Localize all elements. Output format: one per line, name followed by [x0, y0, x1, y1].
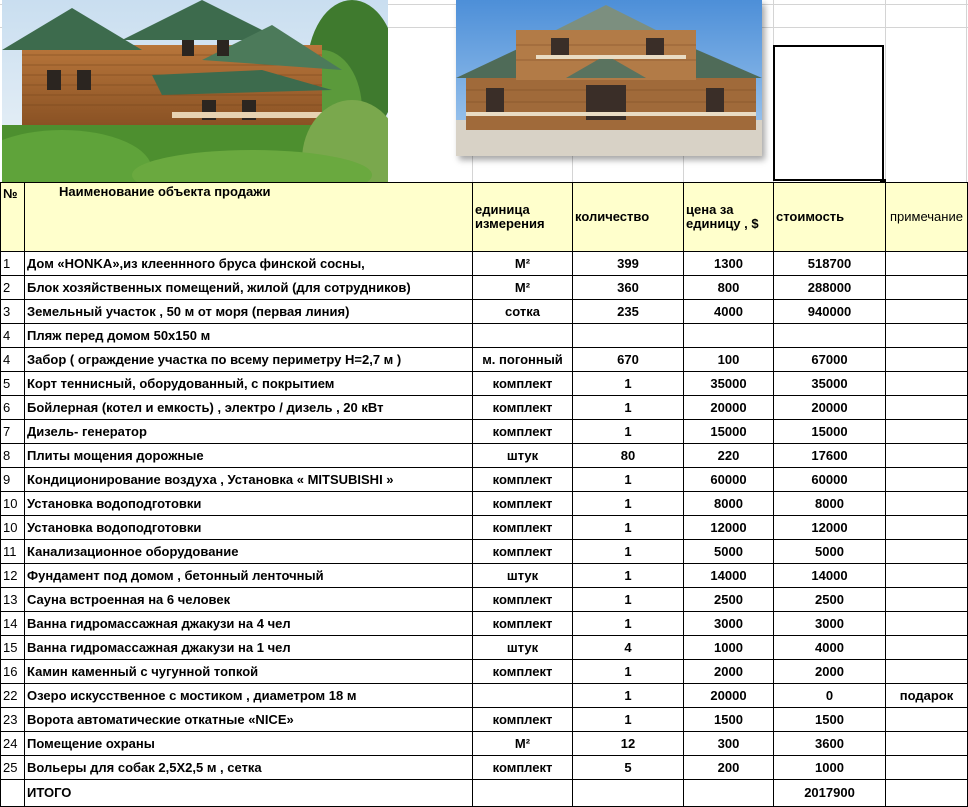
item-cost[interactable]: 2000	[774, 660, 886, 684]
item-price[interactable]: 8000	[684, 492, 774, 516]
item-unit[interactable]: комплект	[473, 708, 573, 732]
item-price[interactable]	[684, 324, 774, 348]
item-unit[interactable]: комплект	[473, 516, 573, 540]
item-price[interactable]: 35000	[684, 372, 774, 396]
item-price[interactable]: 20000	[684, 396, 774, 420]
total-empty	[886, 780, 968, 807]
row-number[interactable]: 5	[1, 372, 25, 396]
table-row	[1, 372, 968, 396]
item-quantity[interactable]: 360	[573, 276, 684, 300]
header-cost: стоимость	[774, 183, 886, 252]
table-row	[1, 708, 968, 732]
item-name[interactable]: Земельный участок , 50 м от моря (первая линия)	[25, 300, 473, 324]
item-note[interactable]	[886, 444, 968, 468]
table-row	[1, 684, 968, 708]
item-cost[interactable]: 2500	[774, 588, 886, 612]
house-photo-1	[2, 0, 388, 188]
item-unit[interactable]: М²	[473, 732, 573, 756]
header-name: Наименование объекта продажи	[25, 183, 473, 252]
table-row	[1, 612, 968, 636]
item-note[interactable]	[886, 348, 968, 372]
item-quantity[interactable]: 235	[573, 300, 684, 324]
item-name[interactable]: Озеро искусственное с мостиком , диаметром 18 м	[25, 684, 473, 708]
total-row	[1, 780, 968, 807]
table-row	[1, 660, 968, 684]
item-quantity[interactable]: 1	[573, 372, 684, 396]
table-row	[1, 252, 968, 276]
item-price[interactable]: 20000	[684, 684, 774, 708]
item-quantity[interactable]: 1	[573, 588, 684, 612]
item-cost[interactable]: 14000	[774, 564, 886, 588]
table-row	[1, 324, 968, 348]
item-price[interactable]: 15000	[684, 420, 774, 444]
item-name[interactable]: Ванна гидромассажная джакузи на 1 чел	[25, 636, 473, 660]
item-quantity[interactable]: 1	[573, 468, 684, 492]
item-note[interactable]	[886, 660, 968, 684]
item-unit[interactable]: комплект	[473, 540, 573, 564]
item-quantity[interactable]: 1	[573, 492, 684, 516]
item-price[interactable]: 12000	[684, 516, 774, 540]
item-cost[interactable]: 4000	[774, 636, 886, 660]
row-number[interactable]: 6	[1, 396, 25, 420]
item-quantity[interactable]: 1	[573, 540, 684, 564]
item-cost[interactable]: 12000	[774, 516, 886, 540]
item-cost[interactable]: 60000	[774, 468, 886, 492]
item-price[interactable]: 2500	[684, 588, 774, 612]
item-cost[interactable]: 35000	[774, 372, 886, 396]
row-number[interactable]: 25	[1, 756, 25, 780]
item-quantity[interactable]: 670	[573, 348, 684, 372]
row-number[interactable]: 10	[1, 492, 25, 516]
item-quantity[interactable]: 1	[573, 612, 684, 636]
row-number[interactable]: 4	[1, 348, 25, 372]
header-qty: количество	[573, 183, 684, 252]
item-unit[interactable]: М²	[473, 252, 573, 276]
item-unit[interactable]: комплект	[473, 588, 573, 612]
row-number[interactable]: 16	[1, 660, 25, 684]
item-unit[interactable]: штук	[473, 636, 573, 660]
row-number[interactable]: 24	[1, 732, 25, 756]
row-number[interactable]: 10	[1, 516, 25, 540]
item-note[interactable]	[886, 540, 968, 564]
item-name[interactable]: Блок хозяйственных помещений, жилой (для сотрудников)	[25, 276, 473, 300]
row-number[interactable]: 23	[1, 708, 25, 732]
item-cost[interactable]: 17600	[774, 444, 886, 468]
row-number[interactable]: 2	[1, 276, 25, 300]
row-number[interactable]: 12	[1, 564, 25, 588]
item-price[interactable]: 14000	[684, 564, 774, 588]
total-empty	[573, 780, 684, 807]
item-price[interactable]: 100	[684, 348, 774, 372]
table-row	[1, 444, 968, 468]
item-note[interactable]	[886, 636, 968, 660]
table-row	[1, 516, 968, 540]
item-cost[interactable]: 67000	[774, 348, 886, 372]
item-unit[interactable]: комплект	[473, 492, 573, 516]
item-note[interactable]	[886, 468, 968, 492]
house-photo-2	[456, 0, 762, 156]
item-unit[interactable]: комплект	[473, 612, 573, 636]
item-name[interactable]: Установка водоподготовки	[25, 492, 473, 516]
table-row	[1, 756, 968, 780]
item-note[interactable]	[886, 420, 968, 444]
item-note[interactable]	[886, 300, 968, 324]
item-unit[interactable]: комплект	[473, 372, 573, 396]
item-cost[interactable]: 3600	[774, 732, 886, 756]
table-row	[1, 540, 968, 564]
item-cost[interactable]	[774, 324, 886, 348]
item-name[interactable]: Канализационное оборудование	[25, 540, 473, 564]
item-unit[interactable]: комплект	[473, 468, 573, 492]
item-cost[interactable]: 0	[774, 684, 886, 708]
item-price[interactable]: 220	[684, 444, 774, 468]
item-unit[interactable]: штук	[473, 444, 573, 468]
item-quantity[interactable]: 1	[573, 420, 684, 444]
item-note[interactable]	[886, 372, 968, 396]
item-unit[interactable]: комплект	[473, 396, 573, 420]
item-quantity[interactable]: 1	[573, 660, 684, 684]
item-name[interactable]: Ворота автоматические откатные «NICE»	[25, 708, 473, 732]
table-header-row	[1, 183, 968, 252]
item-unit[interactable]: м. погонный	[473, 348, 573, 372]
item-note[interactable]	[886, 756, 968, 780]
header-price: цена за единицу , $	[684, 183, 774, 252]
item-quantity[interactable]: 399	[573, 252, 684, 276]
total-empty	[473, 780, 573, 807]
item-price[interactable]: 5000	[684, 540, 774, 564]
item-price[interactable]: 1500	[684, 708, 774, 732]
item-note[interactable]	[886, 516, 968, 540]
item-note[interactable]	[886, 276, 968, 300]
row-number[interactable]: 3	[1, 300, 25, 324]
item-quantity[interactable]: 12	[573, 732, 684, 756]
item-cost[interactable]: 8000	[774, 492, 886, 516]
item-unit[interactable]	[473, 324, 573, 348]
item-unit[interactable]: комплект	[473, 420, 573, 444]
item-name[interactable]: Установка водоподготовки	[25, 516, 473, 540]
item-note[interactable]	[886, 612, 968, 636]
total-empty	[684, 780, 774, 807]
item-price[interactable]: 60000	[684, 468, 774, 492]
item-cost[interactable]: 15000	[774, 420, 886, 444]
item-note[interactable]	[886, 564, 968, 588]
table-row	[1, 468, 968, 492]
item-cost[interactable]: 1000	[774, 756, 886, 780]
item-note[interactable]	[886, 588, 968, 612]
header-note: примечание	[886, 183, 968, 252]
item-cost[interactable]: 3000	[774, 612, 886, 636]
item-unit[interactable]: М²	[473, 276, 573, 300]
item-cost[interactable]: 940000	[774, 300, 886, 324]
item-note[interactable]	[886, 252, 968, 276]
table-row	[1, 588, 968, 612]
item-note[interactable]	[886, 708, 968, 732]
row-number[interactable]: 1	[1, 252, 25, 276]
item-name[interactable]: Пляж перед домом 50х150 м	[25, 324, 473, 348]
item-quantity[interactable]: 1	[573, 516, 684, 540]
item-cost[interactable]: 5000	[774, 540, 886, 564]
item-price[interactable]: 3000	[684, 612, 774, 636]
item-name[interactable]: Сауна встроенная на 6 человек	[25, 588, 473, 612]
row-number[interactable]: 15	[1, 636, 25, 660]
table-row	[1, 348, 968, 372]
item-price[interactable]: 2000	[684, 660, 774, 684]
item-unit[interactable]: комплект	[473, 660, 573, 684]
item-unit[interactable]: штук	[473, 564, 573, 588]
total-empty	[1, 780, 25, 807]
item-name[interactable]: Дизель- генератор	[25, 420, 473, 444]
item-quantity[interactable]: 1	[573, 708, 684, 732]
item-name[interactable]: Фундамент под домом , бетонный ленточный	[25, 564, 473, 588]
item-note[interactable]	[886, 324, 968, 348]
row-number[interactable]: 13	[1, 588, 25, 612]
row-number[interactable]: 9	[1, 468, 25, 492]
selected-cell[interactable]	[773, 45, 884, 181]
item-price[interactable]: 800	[684, 276, 774, 300]
item-unit[interactable]: комплект	[473, 756, 573, 780]
table-row	[1, 492, 968, 516]
header-unit: единица измерения	[473, 183, 573, 252]
table-row	[1, 564, 968, 588]
item-quantity[interactable]: 1	[573, 564, 684, 588]
item-quantity[interactable]: 1	[573, 684, 684, 708]
item-name[interactable]: Кондиционирование воздуха , Установка « MITSUBISHI »	[25, 468, 473, 492]
item-price[interactable]: 4000	[684, 300, 774, 324]
table-row	[1, 732, 968, 756]
header-num: №	[1, 183, 25, 252]
row-number[interactable]: 8	[1, 444, 25, 468]
item-note[interactable]: подарок	[886, 684, 968, 708]
row-number[interactable]: 4	[1, 324, 25, 348]
price-table	[0, 182, 968, 807]
table-row	[1, 636, 968, 660]
row-number[interactable]: 7	[1, 420, 25, 444]
item-name[interactable]: Корт теннисный, оборудованный, с покрытием	[25, 372, 473, 396]
table-row	[1, 420, 968, 444]
item-name[interactable]: Дом «HONKA»,из клееннного бруса финской сосны,	[25, 252, 473, 276]
item-name[interactable]: Камин каменный с чугунной топкой	[25, 660, 473, 684]
item-unit[interactable]: сотка	[473, 300, 573, 324]
item-note[interactable]	[886, 492, 968, 516]
row-number[interactable]: 22	[1, 684, 25, 708]
table-row	[1, 300, 968, 324]
table-row	[1, 276, 968, 300]
table-row	[1, 396, 968, 420]
item-cost[interactable]: 518700	[774, 252, 886, 276]
total-value: 2017900	[774, 780, 886, 807]
item-cost[interactable]: 20000	[774, 396, 886, 420]
item-note[interactable]	[886, 396, 968, 420]
item-price[interactable]: 200	[684, 756, 774, 780]
item-note[interactable]	[886, 732, 968, 756]
item-name[interactable]: Плиты мощения дорожные	[25, 444, 473, 468]
item-quantity[interactable]: 80	[573, 444, 684, 468]
item-cost[interactable]: 288000	[774, 276, 886, 300]
total-label: ИТОГО	[25, 780, 473, 807]
item-unit[interactable]	[473, 684, 573, 708]
row-number[interactable]: 11	[1, 540, 25, 564]
item-name[interactable]: Забор ( ограждение участка по всему периметру Н=2,7 м )	[25, 348, 473, 372]
item-cost[interactable]: 1500	[774, 708, 886, 732]
item-price[interactable]: 1300	[684, 252, 774, 276]
item-quantity[interactable]: 4	[573, 636, 684, 660]
item-name[interactable]: Бойлерная (котел и емкость) , электро / дизель , 20 кВт	[25, 396, 473, 420]
item-name[interactable]: Ванна гидромассажная джакузи на 4 чел	[25, 612, 473, 636]
item-name[interactable]: Помещение охраны	[25, 732, 473, 756]
item-quantity[interactable]	[573, 324, 684, 348]
item-name[interactable]: Вольеры для собак 2,5Х2,5 м , сетка	[25, 756, 473, 780]
row-number[interactable]: 14	[1, 612, 25, 636]
item-price[interactable]: 300	[684, 732, 774, 756]
item-quantity[interactable]: 1	[573, 396, 684, 420]
item-quantity[interactable]: 5	[573, 756, 684, 780]
item-price[interactable]: 1000	[684, 636, 774, 660]
